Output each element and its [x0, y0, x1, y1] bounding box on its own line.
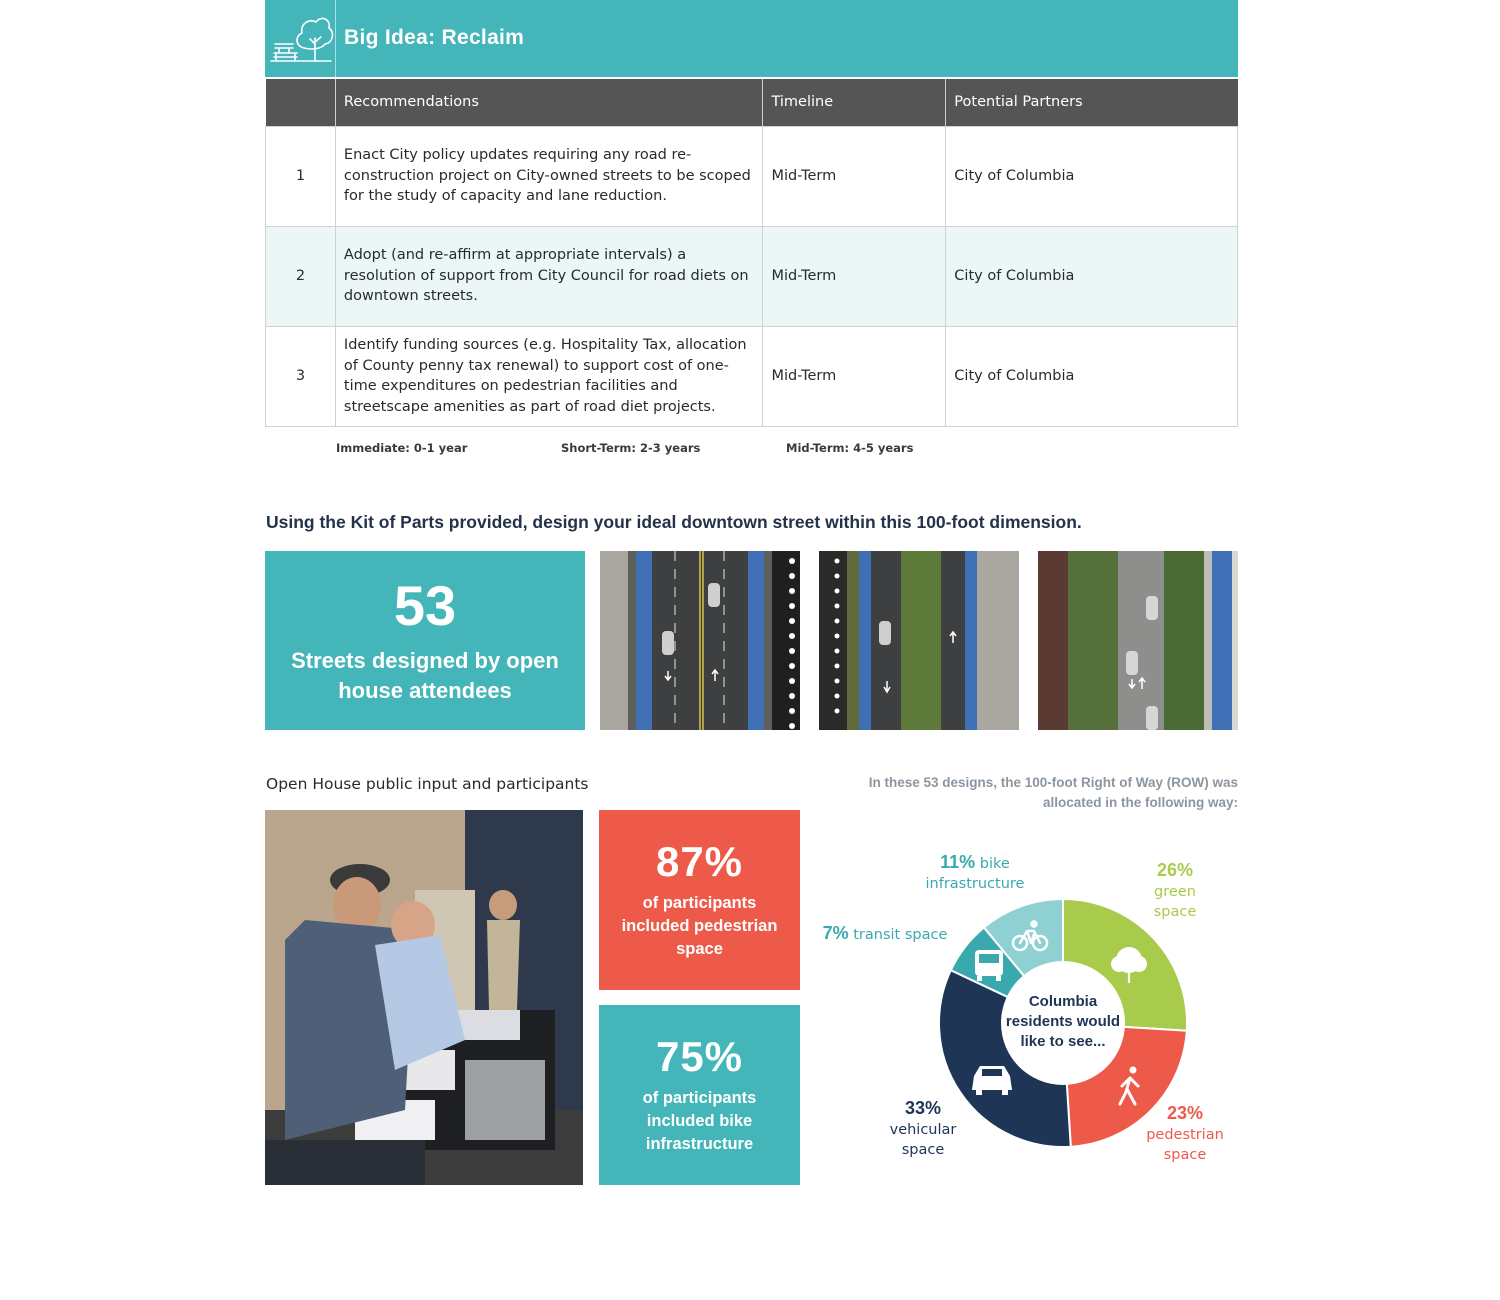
table-row: [266, 326, 1238, 426]
timeline-cell: Mid-Term: [763, 326, 946, 426]
green-space-text: green space: [1153, 884, 1197, 920]
pedestrian-participation-caption: of participants included pedestrian space: [621, 894, 778, 958]
bike-infrastructure-label: [915, 852, 1035, 894]
partners-cell: City of Columbia: [946, 226, 1238, 326]
bike-infrastructure-percent: 11%: [940, 852, 976, 872]
row-number: 1: [266, 126, 336, 226]
row-number: 2: [266, 226, 336, 326]
kit-of-parts-prompt: Using the Kit of Parts provided, design your ideal downtown street within this 100-foot dimension.: [266, 512, 1082, 532]
transit-space-percent: 7%: [822, 923, 849, 943]
column-header-timeline: Timeline: [763, 79, 946, 126]
bike-participation-value: 75%: [655, 1033, 744, 1080]
transit-space-text: transit space: [853, 927, 948, 943]
bike-infrastructure-word2: infrastructure: [925, 876, 1025, 892]
streets-designed-count: 53: [393, 574, 457, 637]
recommendation-text: Enact City policy updates requiring any road re-construction project on City-owned streets to be scoped for the study of capacity and lane reduction.: [335, 126, 763, 226]
street-design-image-2: [819, 551, 1019, 730]
open-house-label: Open House public input and participants: [266, 775, 589, 793]
recommendation-text: Adopt (and re-affirm at appropriate intervals) a resolution of support from City Council for road diets on downtown streets.: [335, 226, 763, 326]
legend-mid-term: Mid-Term: 4-5 years: [786, 441, 914, 455]
column-header-partners: Potential Partners: [946, 79, 1238, 126]
streets-designed-caption: Streets designed by open house attendees: [291, 648, 559, 703]
timeline-cell: Mid-Term: [763, 226, 946, 326]
table-row: [266, 126, 1238, 226]
donut-center-label: Columbia residents would like to see...: [1005, 993, 1121, 1050]
vehicular-space-label: [873, 1098, 973, 1160]
bike-participation-caption: of participants included bike infrastructure: [642, 1089, 757, 1153]
partners-cell: City of Columbia: [946, 126, 1238, 226]
bike-participation-stat: [599, 1005, 800, 1185]
pedestrian-space-percent: 23%: [1166, 1103, 1204, 1123]
recommendation-text: Identify funding sources (e.g. Hospitality Tax, allocation of County penny tax renewal) to support cost of one-time expenditures on pedestrian facilities and streetscape amenities as part of road diet projects.: [335, 326, 763, 426]
green-space-label: [1125, 860, 1225, 922]
park-bench-tree-icon: [265, 0, 336, 77]
partners-cell: City of Columbia: [946, 326, 1238, 426]
pedestrian-participation-stat: [599, 810, 800, 990]
pedestrian-space-label: [1135, 1103, 1235, 1165]
open-house-photo: [265, 810, 583, 1185]
row-allocation-label: In these 53 designs, the 100-foot Right of Way (ROW) was allocated in the following way:: [868, 775, 1238, 810]
vehicular-space-percent: 33%: [904, 1098, 942, 1118]
table-header-row: [266, 79, 1238, 126]
table-row: [266, 226, 1238, 326]
section-header: [265, 0, 1238, 77]
streets-designed-stat: [265, 551, 585, 730]
pedestrian-participation-value: 87%: [655, 838, 744, 885]
legend-immediate: Immediate: 0-1 year: [336, 441, 468, 455]
row-number: 3: [266, 326, 336, 426]
column-header-number: [266, 79, 336, 126]
street-design-image-1: [600, 551, 800, 730]
green-space-percent: 26%: [1156, 860, 1194, 880]
street-design-image-3: [1038, 551, 1238, 730]
recommendations-table: [265, 79, 1238, 427]
pedestrian-space-text: pedestrian space: [1146, 1127, 1224, 1163]
section-title: Big Idea: Reclaim: [344, 26, 525, 49]
bike-infrastructure-word1: bike: [979, 856, 1010, 872]
transit-space-label: [815, 923, 955, 945]
legend-short-term: Short-Term: 2-3 years: [561, 441, 701, 455]
column-header-recommendations: Recommendations: [335, 79, 763, 126]
timeline-cell: Mid-Term: [763, 126, 946, 226]
vehicular-space-text: vehicular space: [889, 1122, 957, 1158]
